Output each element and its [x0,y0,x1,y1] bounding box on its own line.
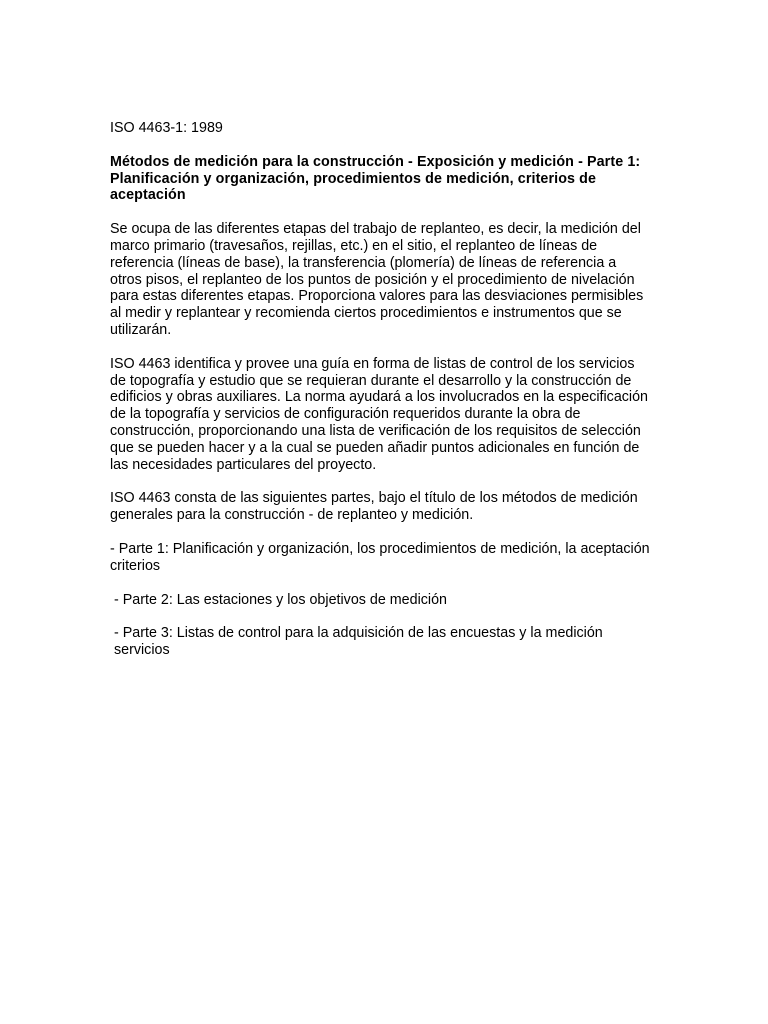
paragraph-parts-intro: ISO 4463 consta de las siguientes partes, bajo el título de los métodos de medición generales para la construcción - de replanteo y medición. [110,490,638,524]
standard-code: ISO 4463-1: 1989 [110,120,223,136]
paragraph-scope: Se ocupa de las diferentes etapas del trabajo de replanteo, es decir, la medición del marco primario (travesaños, rejillas, etc.) en el sitio, el replanteo de líneas de referencia (líneas de base), la transferencia (plomería) de líneas de referencia a otros pisos, el replanteo de los puntos de posición y el procedimiento de nivelación para estas diferentes etapas. Proporciona valores para las desviaciones permisibles al medir y replantear y recomienda ciertos procedimientos e instrumentos que se utilizarán. [110,221,644,338]
document-heading: Métodos de medición para la construcción - Exposición y medición - Parte 1: Planificación y organización, procedimientos de medición, criterios de aceptación [110,153,641,204]
paragraph-guide: ISO 4463 identifica y provee una guía en forma de listas de control de los servicios de topografía y estudio que se requieran durante el desarrollo y la construcción de edificios y obras auxiliares. La norma ayudará a los involucrados en la especificación de la topografía y servicios de configuración requeridos durante la obra de construcción, proporcionando una lista de verificación de los requisitos de selección que se pueden hacer y a la cual se pueden añadir puntos adicionales en función de las necesidades particulares del proyecto. [110,355,649,473]
part-3-item: - Parte 3: Listas de control para la adquisición de las encuestas y la medición servicios [114,625,603,659]
part-1-item: - Parte 1: Planificación y organización, los procedimientos de medición, la aceptación criterios [110,540,650,574]
document-body [110,120,650,676]
part-2-item: - Parte 2: Las estaciones y los objetivos de medición [114,591,447,608]
